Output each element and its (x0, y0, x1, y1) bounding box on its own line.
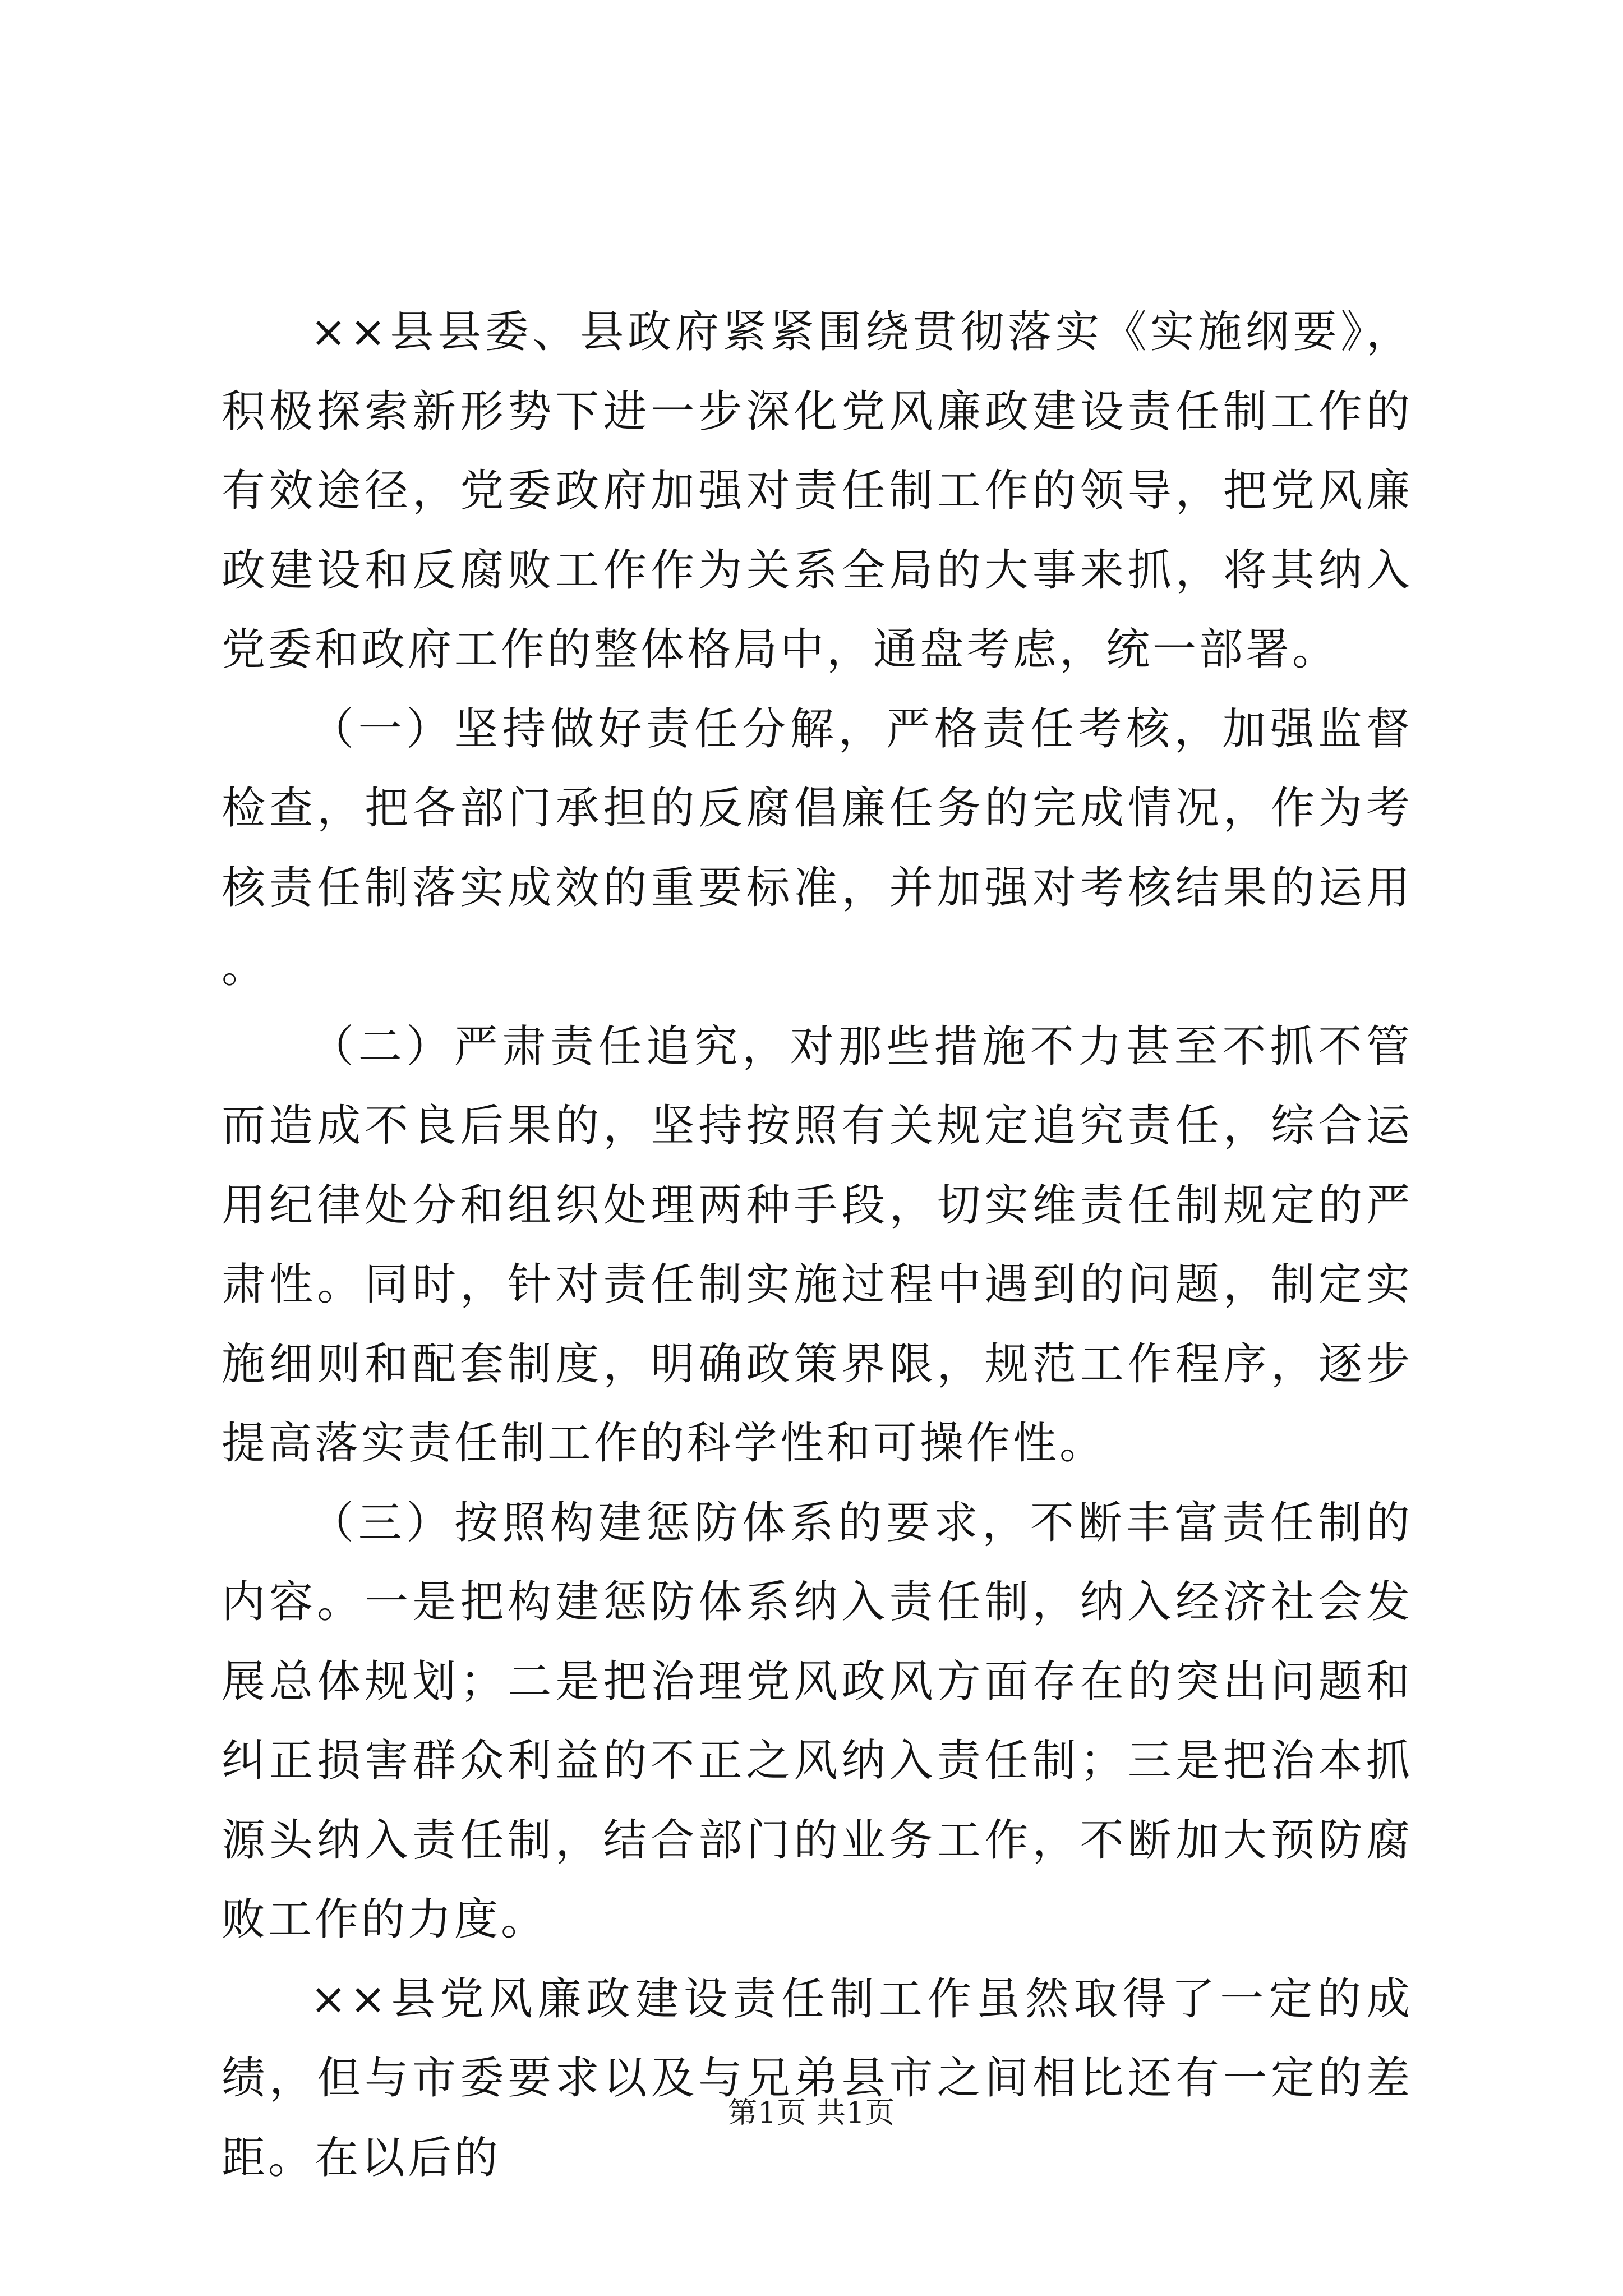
document-body (222, 293, 1413, 2198)
paragraph-point-1: （一）坚持做好责任分解，严格责任考核，加强监督检查，把各部门承担的反腐倡廉任务的完成情况，作为考核责任制落实成效的重要标准，并加强对考核结果的运用。 (222, 703, 1413, 992)
paragraph-intro: ××县县委、县政府紧紧围绕贯彻落实《实施纲要》，积极探索新形势下进一步深化党风廉政建设责任制工作的有效途径，党委政府加强对责任制工作的领导，把党风廉政建设和反腐败工作作为关系全局的大事来抓，将其纳入党委和政府工作的整体格局中，通盘考虑，统一部署。 (222, 307, 1413, 675)
paragraph-point-2: （二）严肃责任追究，对那些措施不力甚至不抓不管而造成不良后果的，坚持按照有关规定追究责任，综合运用纪律处分和组织处理两种手段，切实维责任制规定的严肃性。同时，针对责任制实施过程中遇到的问题，制定实施细则和配套制度，明确政策界限，规范工作程序，逐步提高落实责任制工作的科学性和可操作性。 (222, 1021, 1413, 1469)
paragraph-conclusion: ××县党风廉政建设责任制工作虽然取得了一定的成绩，但与市委要求以及与兄弟县市之间相比还有一定的差距。在以后的 (222, 1973, 1413, 2183)
page-number-footer: 第1页 共1页 (728, 2096, 895, 2130)
paragraph-point-3: （三）按照构建惩防体系的要求，不断丰富责任制的内容。一是把构建惩防体系纳入责任制，纳入经济社会发展总体规划；二是把治理党风政风方面存在的突出问题和纠正损害群众利益的不正之风纳入责任制；三是把治本抓源头纳入责任制，结合部门的业务工作，不断加大预防腐败工作的力度。 (222, 1497, 1413, 1945)
